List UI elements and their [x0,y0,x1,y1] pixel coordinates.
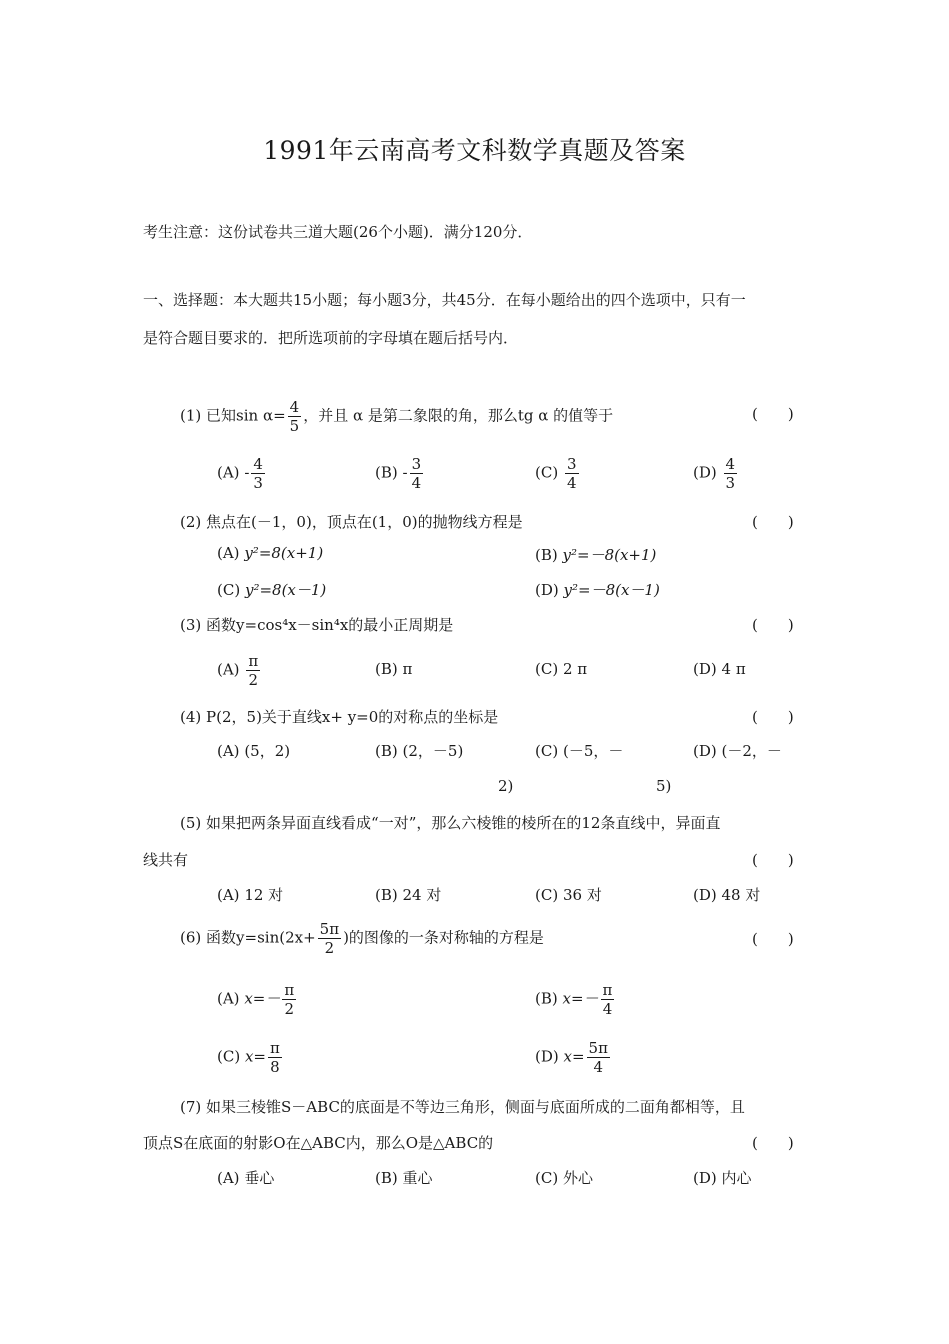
answer-bracket: ( ) [752,1134,794,1152]
option-b: (B) 重心 [375,1169,433,1187]
question-5-line2: 线共有 [143,851,189,869]
question-7: (7) 如果三棱锥S－ABC的底面是不等边三角形，侧面与底面所成的二面角都相等，且 [180,1098,745,1116]
option-d: (D) 48 对 [693,886,761,904]
option-d: (D) $\frac{4}{3}$ [693,455,736,492]
option-c-wrap: 2) [498,777,514,795]
option-c: (C) 2 π [535,660,588,678]
option-c: (C) (－5，－ [535,742,624,760]
answer-bracket: ( ) [752,708,794,726]
question-text: 已知sin α= [206,406,286,425]
option-a: (A) 垂心 [217,1169,275,1187]
option-d-wrap: 5) [656,777,672,795]
option-b: (B) 24 对 [375,886,442,904]
question-2: (2) 焦点在(－1，0)，顶点在(1，0)的抛物线方程是 [180,513,523,531]
option-b: (B) π [375,660,413,678]
option-d: (D) (－2，－ [693,742,782,760]
question-number: (1) [180,406,202,425]
option-a: (A) (5，2) [217,742,291,760]
question-3: (3) 函数y=cos⁴x－sin⁴x的最小正周期是 [180,616,454,634]
answer-bracket: ( ) [752,513,794,531]
option-d: (D) y²=－8(x－1) [535,581,660,599]
option-c: (C) x= $\frac{\pi}{8}$ [217,1039,280,1076]
fraction: $\frac{4}{5}$ [289,398,300,435]
answer-bracket: ( ) [752,851,794,869]
option-a: (A) 12 对 [217,886,284,904]
option-c: (C) y²=8(x－1) [217,581,327,599]
section-instructions-line1: 一、选择题：本大题共15小题；每小题3分，共45分．在每小题给出的四个选项中，只有一 [143,291,746,309]
option-a: (A) y²=8(x+1) [217,544,324,562]
option-d: (D) 内心 [693,1169,752,1187]
question-5: (5) 如果把两条异面直线看成“一对”，那么六棱锥的棱所在的12条直线中，异面直 [180,814,721,832]
option-a: (A) - $\frac{4}{3}$ [217,455,263,492]
option-b: (B) y²=－8(x+1) [535,546,657,564]
option-b: (B) - $\frac{3}{4}$ [375,455,422,492]
option-c: (C) 36 对 [535,886,602,904]
option-b: (B) (2，－5) [375,742,464,760]
answer-bracket: ( ) [752,405,794,423]
answer-bracket: ( ) [752,930,794,948]
question-4: (4) P(2，5)关于直线x+ y=0的对称点的坐标是 [180,708,499,726]
option-d: (D) 4 π [693,660,746,678]
option-c: (C) 外心 [535,1169,593,1187]
answer-bracket: ( ) [752,616,794,634]
section-instructions-line2: 是符合题目要求的．把所选项前的字母填在题后括号内． [143,329,519,347]
exam-notice: 考生注意：这份试卷共三道大题(26个小题)．满分120分． [143,223,533,241]
option-a: (A) x=－ $\frac{\pi}{2}$ [217,981,295,1018]
question-text: ，并且 α 是第二象限的角，那么tg α 的值等于 [303,406,614,425]
option-c: (C) $\frac{3}{4}$ [535,455,577,492]
fraction: $\frac{5\pi}{2}$ [319,920,340,957]
question-7-line2: 顶点S在底面的射影O在△ABC内，那么O是△ABC的 [143,1134,494,1152]
question-1 [180,398,613,435]
option-d: (D) x= $\frac{5\pi}{4}$ [535,1039,608,1076]
option-b: (B) x=－ $\frac{\pi}{4}$ [535,981,613,1018]
page-title: 1991年云南高考文科数学真题及答案 [263,136,686,165]
option-a: (A) $\frac{\pi}{2}$ [217,652,259,689]
question-6: (6) 函数y=sin(2x+ $\frac{5\pi}{2}$ )的图像的一条对称轴的方程是 [180,920,544,957]
